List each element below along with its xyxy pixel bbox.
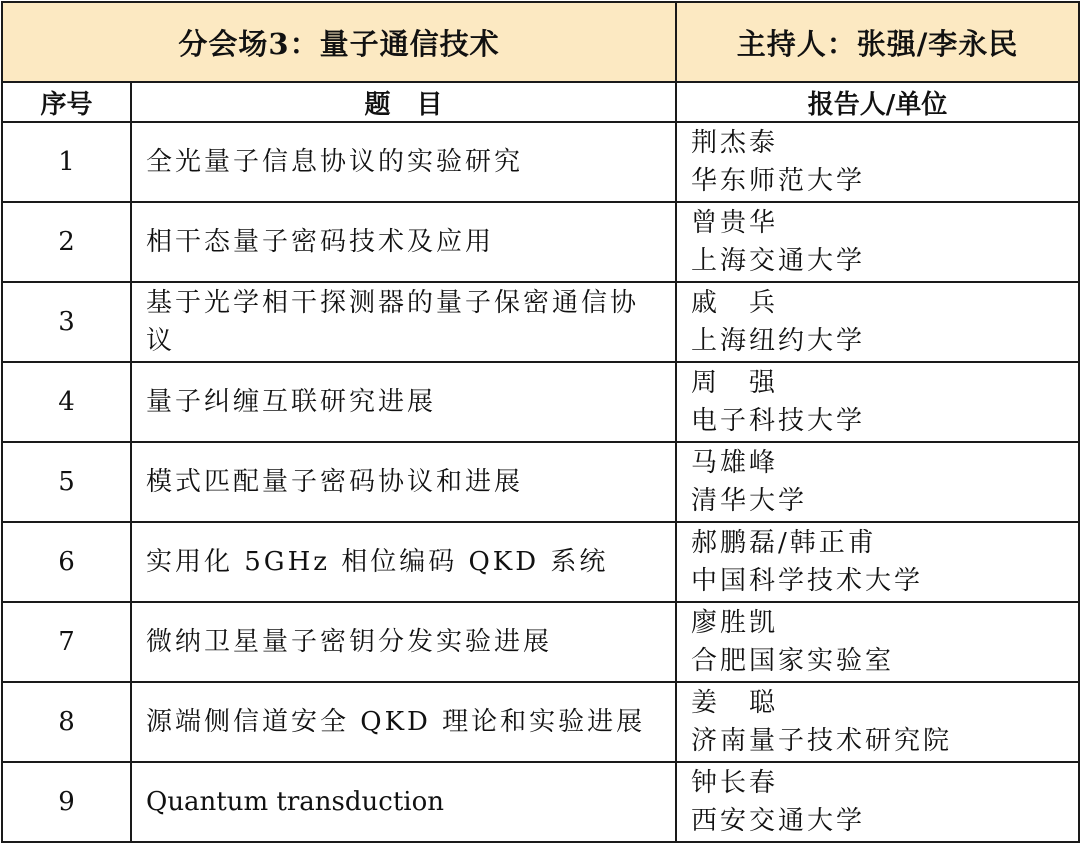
- column-header-topic: 题 目: [131, 82, 676, 122]
- column-header-speaker: 报告人/单位: [676, 82, 1079, 122]
- speaker-cell: [676, 122, 1079, 202]
- table-row: [2, 682, 1079, 762]
- speaker-name: 姜 聪: [691, 688, 779, 718]
- speaker-name: 钟长春: [691, 768, 779, 798]
- speaker-affiliation: 合肥国家实验室: [691, 646, 895, 676]
- speaker-cell: [676, 762, 1079, 842]
- speaker-name: 周 强: [691, 368, 779, 398]
- session-hosts: 主持人：张强/李永民: [676, 2, 1079, 82]
- speaker-affiliation: 上海交通大学: [691, 246, 866, 276]
- row-number: 7: [2, 602, 131, 682]
- speaker-affiliation: 济南量子技术研究院: [691, 726, 953, 756]
- speaker-cell: [676, 202, 1079, 282]
- session-title: 分会场3：量子通信技术: [2, 2, 676, 82]
- speaker-cell: [676, 682, 1079, 762]
- talk-title: 基于光学相干探测器的量子保密通信协议: [131, 282, 676, 362]
- row-number: 2: [2, 202, 131, 282]
- talk-title: 模式匹配量子密码协议和进展: [131, 442, 676, 522]
- talk-title: 相干态量子密码技术及应用: [131, 202, 676, 282]
- column-header-number: 序号: [2, 82, 131, 122]
- session-schedule-table: [1, 1, 1080, 843]
- table-row: [2, 442, 1079, 522]
- speaker-name: 马雄峰: [691, 448, 779, 478]
- speaker-affiliation: 上海纽约大学: [691, 326, 866, 356]
- talk-title: 微纳卫星量子密钥分发实验进展: [131, 602, 676, 682]
- table-row: [2, 122, 1079, 202]
- row-number: 1: [2, 122, 131, 202]
- speaker-affiliation: 中国科学技术大学: [691, 566, 924, 596]
- row-number: 6: [2, 522, 131, 602]
- talk-title: 量子纠缠互联研究进展: [131, 362, 676, 442]
- speaker-affiliation: 电子科技大学: [691, 406, 866, 436]
- speaker-cell: [676, 522, 1079, 602]
- column-header-row: [2, 82, 1079, 122]
- table-row: [2, 762, 1079, 842]
- speaker-cell: [676, 602, 1079, 682]
- speaker-affiliation: 清华大学: [691, 486, 808, 516]
- talk-title: Quantum transduction: [131, 762, 676, 842]
- table-row: [2, 362, 1079, 442]
- speaker-name: 戚 兵: [691, 288, 779, 318]
- table-row: [2, 282, 1079, 362]
- table-row: [2, 202, 1079, 282]
- talk-title: 实用化 5GHz 相位编码 QKD 系统: [131, 522, 676, 602]
- speaker-name: 荆杰泰: [691, 128, 779, 158]
- speaker-name: 曾贵华: [691, 208, 779, 238]
- speaker-cell: [676, 442, 1079, 522]
- session-header-row: [2, 2, 1079, 82]
- speaker-cell: [676, 362, 1079, 442]
- speaker-name: 郝鹏磊/韩正甫: [691, 528, 877, 558]
- row-number: 8: [2, 682, 131, 762]
- row-number: 4: [2, 362, 131, 442]
- table-row: [2, 602, 1079, 682]
- row-number: 5: [2, 442, 131, 522]
- speaker-name: 廖胜凯: [691, 608, 779, 638]
- talk-title: 源端侧信道安全 QKD 理论和实验进展: [131, 682, 676, 762]
- speaker-affiliation: 华东师范大学: [691, 166, 866, 196]
- talk-title: 全光量子信息协议的实验研究: [131, 122, 676, 202]
- row-number: 9: [2, 762, 131, 842]
- table-row: [2, 522, 1079, 602]
- speaker-cell: [676, 282, 1079, 362]
- row-number: 3: [2, 282, 131, 362]
- speaker-affiliation: 西安交通大学: [691, 806, 866, 836]
